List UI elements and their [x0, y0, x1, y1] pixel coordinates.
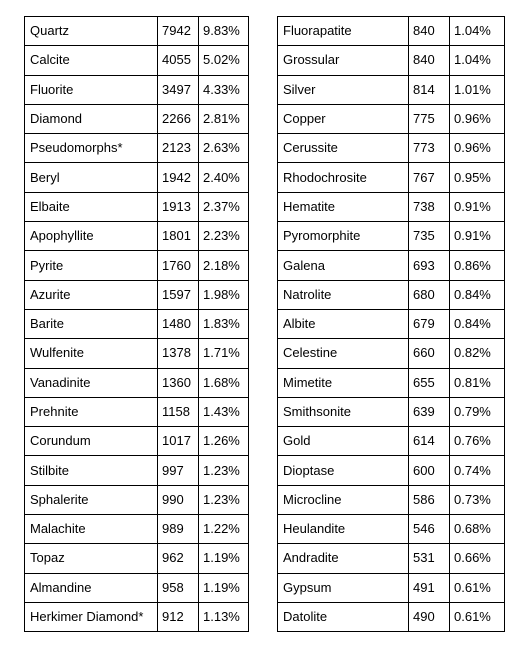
- percent-cell: 0.81%: [450, 368, 505, 397]
- mineral-name-cell: Wulfenite: [25, 339, 158, 368]
- table-row: [25, 134, 249, 163]
- mineral-name-cell: Topaz: [25, 544, 158, 573]
- mineral-name-cell: Cerussite: [278, 134, 409, 163]
- mineral-name-cell: Grossular: [278, 46, 409, 75]
- table-row: [25, 46, 249, 75]
- mineral-name-cell: Diamond: [25, 104, 158, 133]
- specimen-count-cell: 2123: [158, 134, 199, 163]
- percent-cell: 0.79%: [450, 397, 505, 426]
- specimen-count-cell: 639: [409, 397, 450, 426]
- table-row: [25, 104, 249, 133]
- mineral-table-right-body: [278, 17, 505, 632]
- specimen-count-cell: 4055: [158, 46, 199, 75]
- specimen-count-cell: 1017: [158, 427, 199, 456]
- table-row: [278, 397, 505, 426]
- mineral-name-cell: Almandine: [25, 573, 158, 602]
- mineral-name-cell: Prehnite: [25, 397, 158, 426]
- table-row: [278, 427, 505, 456]
- specimen-count-cell: 660: [409, 339, 450, 368]
- mineral-name-cell: Calcite: [25, 46, 158, 75]
- table-row: [25, 368, 249, 397]
- table-row: [278, 222, 505, 251]
- percent-cell: 0.96%: [450, 134, 505, 163]
- mineral-name-cell: Mimetite: [278, 368, 409, 397]
- mineral-name-cell: Pyromorphite: [278, 222, 409, 251]
- table-row: [278, 192, 505, 221]
- specimen-count-cell: 3497: [158, 75, 199, 104]
- mineral-name-cell: Microcline: [278, 485, 409, 514]
- table-row: [278, 46, 505, 75]
- specimen-count-cell: 1801: [158, 222, 199, 251]
- mineral-name-cell: Beryl: [25, 163, 158, 192]
- percent-cell: 1.26%: [199, 427, 249, 456]
- specimen-count-cell: 491: [409, 573, 450, 602]
- mineral-name-cell: Datolite: [278, 602, 409, 631]
- mineral-name-cell: Sphalerite: [25, 485, 158, 514]
- percent-cell: 1.22%: [199, 515, 249, 544]
- percent-cell: 4.33%: [199, 75, 249, 104]
- percent-cell: 2.40%: [199, 163, 249, 192]
- specimen-count-cell: 693: [409, 251, 450, 280]
- percent-cell: 2.81%: [199, 104, 249, 133]
- specimen-count-cell: 990: [158, 485, 199, 514]
- mineral-name-cell: Barite: [25, 309, 158, 338]
- specimen-count-cell: 1760: [158, 251, 199, 280]
- percent-cell: 0.91%: [450, 222, 505, 251]
- percent-cell: 1.71%: [199, 339, 249, 368]
- table-row: [25, 280, 249, 309]
- specimen-count-cell: 655: [409, 368, 450, 397]
- specimen-count-cell: 773: [409, 134, 450, 163]
- mineral-name-cell: Fluorite: [25, 75, 158, 104]
- percent-cell: 9.83%: [199, 17, 249, 46]
- percent-cell: 1.43%: [199, 397, 249, 426]
- table-row: [278, 515, 505, 544]
- table-row: [25, 17, 249, 46]
- table-row: [25, 163, 249, 192]
- table-row: [278, 251, 505, 280]
- specimen-count-cell: 1942: [158, 163, 199, 192]
- mineral-name-cell: Azurite: [25, 280, 158, 309]
- mineral-name-cell: Smithsonite: [278, 397, 409, 426]
- percent-cell: 0.61%: [450, 602, 505, 631]
- table-row: [25, 427, 249, 456]
- specimen-count-cell: 531: [409, 544, 450, 573]
- percent-cell: 1.98%: [199, 280, 249, 309]
- table-row: [278, 163, 505, 192]
- percent-cell: 0.68%: [450, 515, 505, 544]
- mineral-name-cell: Dioptase: [278, 456, 409, 485]
- specimen-count-cell: 1913: [158, 192, 199, 221]
- percent-cell: 0.66%: [450, 544, 505, 573]
- percent-cell: 1.13%: [199, 602, 249, 631]
- specimen-count-cell: 1480: [158, 309, 199, 338]
- specimen-count-cell: 775: [409, 104, 450, 133]
- mineral-name-cell: Stilbite: [25, 456, 158, 485]
- specimen-count-cell: 546: [409, 515, 450, 544]
- mineral-name-cell: Gypsum: [278, 573, 409, 602]
- percent-cell: 2.63%: [199, 134, 249, 163]
- table-row: [25, 222, 249, 251]
- table-row: [278, 573, 505, 602]
- specimen-count-cell: 7942: [158, 17, 199, 46]
- table-row: [278, 309, 505, 338]
- mineral-name-cell: Herkimer Diamond*: [25, 602, 158, 631]
- percent-cell: 0.86%: [450, 251, 505, 280]
- table-row: [25, 456, 249, 485]
- table-row: [278, 485, 505, 514]
- table-row: [278, 368, 505, 397]
- percent-cell: 0.61%: [450, 573, 505, 602]
- percent-cell: 0.73%: [450, 485, 505, 514]
- table-row: [25, 75, 249, 104]
- percent-cell: 2.18%: [199, 251, 249, 280]
- specimen-count-cell: 1158: [158, 397, 199, 426]
- specimen-count-cell: 997: [158, 456, 199, 485]
- mineral-name-cell: Galena: [278, 251, 409, 280]
- percent-cell: 1.19%: [199, 544, 249, 573]
- percent-cell: 0.95%: [450, 163, 505, 192]
- percent-cell: 0.76%: [450, 427, 505, 456]
- mineral-name-cell: Hematite: [278, 192, 409, 221]
- specimen-count-cell: 679: [409, 309, 450, 338]
- percent-cell: 0.84%: [450, 280, 505, 309]
- specimen-count-cell: 2266: [158, 104, 199, 133]
- mineral-name-cell: Silver: [278, 75, 409, 104]
- percent-cell: 0.96%: [450, 104, 505, 133]
- table-row: [25, 251, 249, 280]
- percent-cell: 5.02%: [199, 46, 249, 75]
- table-row: [278, 544, 505, 573]
- table-row: [25, 573, 249, 602]
- specimen-count-cell: 600: [409, 456, 450, 485]
- mineral-name-cell: Natrolite: [278, 280, 409, 309]
- percent-cell: 2.23%: [199, 222, 249, 251]
- table-row: [278, 104, 505, 133]
- specimen-count-cell: 490: [409, 602, 450, 631]
- specimen-count-cell: 614: [409, 427, 450, 456]
- mineral-name-cell: Corundum: [25, 427, 158, 456]
- mineral-name-cell: Celestine: [278, 339, 409, 368]
- percent-cell: 1.23%: [199, 456, 249, 485]
- percent-cell: 1.83%: [199, 309, 249, 338]
- specimen-count-cell: 912: [158, 602, 199, 631]
- specimen-count-cell: 586: [409, 485, 450, 514]
- percent-cell: 0.91%: [450, 192, 505, 221]
- table-row: [25, 192, 249, 221]
- percent-cell: 0.74%: [450, 456, 505, 485]
- specimen-count-cell: 1378: [158, 339, 199, 368]
- mineral-name-cell: Heulandite: [278, 515, 409, 544]
- specimen-count-cell: 1360: [158, 368, 199, 397]
- percent-cell: 2.37%: [199, 192, 249, 221]
- table-row: [25, 397, 249, 426]
- mineral-name-cell: Copper: [278, 104, 409, 133]
- percent-cell: 1.04%: [450, 17, 505, 46]
- mineral-name-cell: Fluorapatite: [278, 17, 409, 46]
- table-row: [25, 602, 249, 631]
- mineral-name-cell: Elbaite: [25, 192, 158, 221]
- table-row: [25, 339, 249, 368]
- specimen-count-cell: 738: [409, 192, 450, 221]
- specimen-count-cell: 840: [409, 17, 450, 46]
- specimen-count-cell: 1597: [158, 280, 199, 309]
- table-row: [25, 515, 249, 544]
- percent-cell: 1.19%: [199, 573, 249, 602]
- mineral-name-cell: Apophyllite: [25, 222, 158, 251]
- mineral-name-cell: Gold: [278, 427, 409, 456]
- specimen-count-cell: 962: [158, 544, 199, 573]
- mineral-table-left: [24, 16, 249, 632]
- table-row: [278, 280, 505, 309]
- mineral-table-right: [277, 16, 505, 632]
- percent-cell: 1.01%: [450, 75, 505, 104]
- specimen-count-cell: 814: [409, 75, 450, 104]
- specimen-count-cell: 735: [409, 222, 450, 251]
- percent-cell: 1.23%: [199, 485, 249, 514]
- specimen-count-cell: 989: [158, 515, 199, 544]
- mineral-name-cell: Pseudomorphs*: [25, 134, 158, 163]
- table-row: [278, 134, 505, 163]
- table-row: [25, 485, 249, 514]
- percent-cell: 0.82%: [450, 339, 505, 368]
- percent-cell: 1.68%: [199, 368, 249, 397]
- mineral-name-cell: Pyrite: [25, 251, 158, 280]
- mineral-table-left-body: [25, 17, 249, 632]
- table-row: [25, 544, 249, 573]
- percent-cell: 0.84%: [450, 309, 505, 338]
- mineral-name-cell: Quartz: [25, 17, 158, 46]
- percent-cell: 1.04%: [450, 46, 505, 75]
- table-row: [278, 17, 505, 46]
- mineral-name-cell: Albite: [278, 309, 409, 338]
- specimen-count-cell: 958: [158, 573, 199, 602]
- mineral-name-cell: Vanadinite: [25, 368, 158, 397]
- specimen-count-cell: 767: [409, 163, 450, 192]
- specimen-count-cell: 840: [409, 46, 450, 75]
- mineral-name-cell: Rhodochrosite: [278, 163, 409, 192]
- table-row: [25, 309, 249, 338]
- specimen-count-cell: 680: [409, 280, 450, 309]
- table-row: [278, 75, 505, 104]
- mineral-name-cell: Malachite: [25, 515, 158, 544]
- table-row: [278, 339, 505, 368]
- table-row: [278, 602, 505, 631]
- table-row: [278, 456, 505, 485]
- mineral-name-cell: Andradite: [278, 544, 409, 573]
